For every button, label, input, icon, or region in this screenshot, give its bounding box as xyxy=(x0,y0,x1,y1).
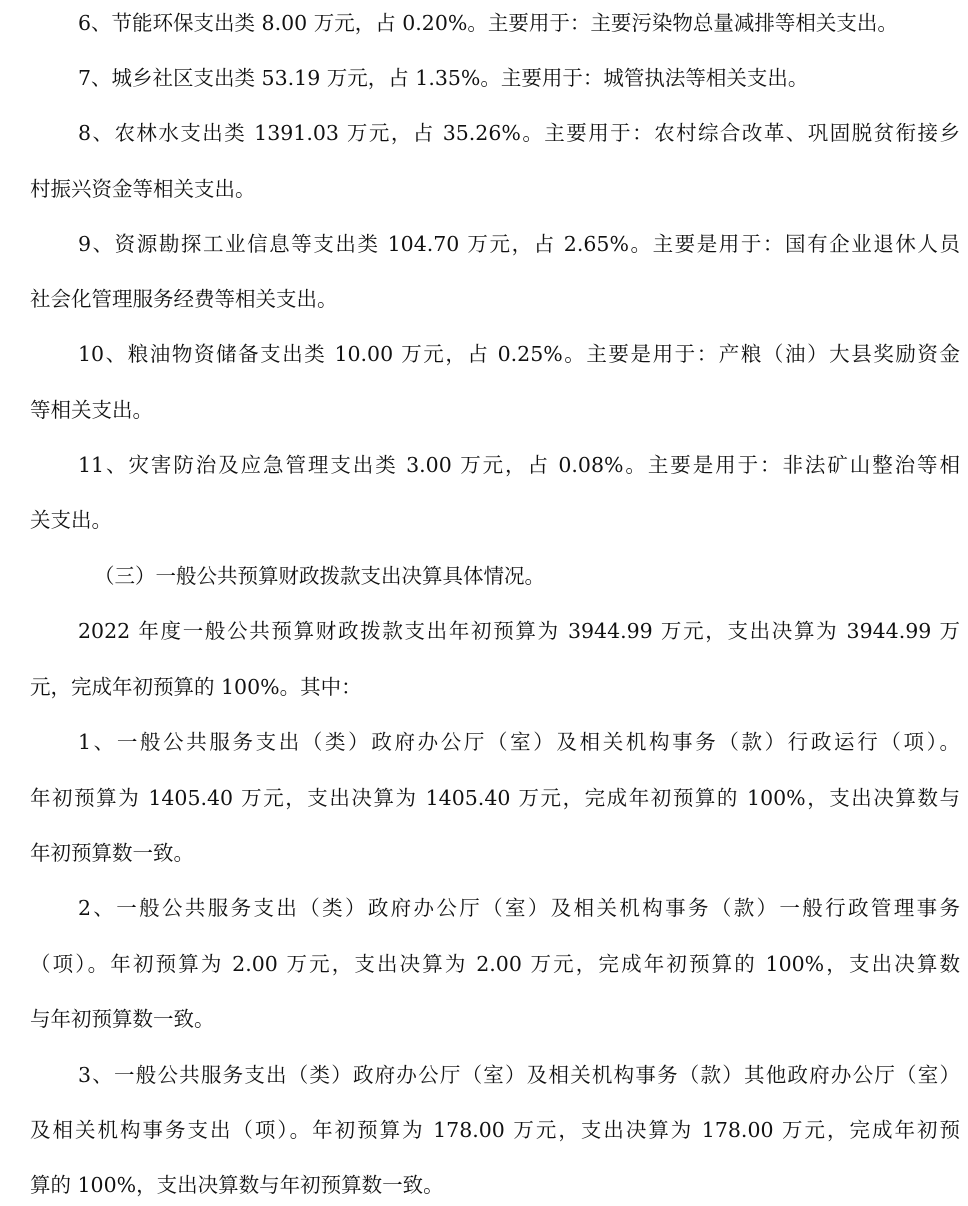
text-line: 7、城乡社区支出类 53.19 万元，占 1.35%。主要用于：城管执法等相关支出。 xyxy=(78,66,809,90)
text-line: （项）。年初预算为 2.00 万元，支出决算为 2.00 万元，完成年初预算的 100%，支出决算数 xyxy=(30,952,960,976)
text-line: 2、一般公共服务支出（类）政府办公厅（室）及相关机构事务（款）一般行政管理事务 xyxy=(78,896,960,920)
text-line: 10、粮油物资储备支出类 10.00 万元，占 0.25%。主要是用于：产粮（油）大县奖励资金 xyxy=(78,342,960,366)
text-line: 关支出。 xyxy=(30,508,112,532)
text-line: 年初预算数一致。 xyxy=(30,841,194,865)
text-line: 及相关机构事务支出（项）。年初预算为 178.00 万元，支出决算为 178.00 万元，完成年初预 xyxy=(30,1118,960,1142)
text-line: 2022 年度一般公共预算财政拨款支出年初预算为 3944.99 万元，支出决算为 3944.99 万 xyxy=(78,619,960,643)
text-line: 元，完成年初预算的 100%。其中： xyxy=(30,675,362,699)
text-line: 3、一般公共服务支出（类）政府办公厅（室）及相关机构事务（款）其他政府办公厅（室） xyxy=(78,1063,960,1087)
text-line: 算的 100%，支出决算数与年初预算数一致。 xyxy=(30,1173,444,1197)
text-line: 6、节能环保支出类 8.00 万元，占 0.20%。主要用于：主要污染物总量减排等相关支出。 xyxy=(78,11,898,35)
text-line: 社会化管理服务经费等相关支出。 xyxy=(30,287,338,311)
text-line: 年初预算为 1405.40 万元，支出决算为 1405.40 万元，完成年初预算的 100%，支出决算数与 xyxy=(30,786,960,810)
text-line: 9、资源勘探工业信息等支出类 104.70 万元，占 2.65%。主要是用于：国有企业退休人员 xyxy=(78,232,960,256)
text-line: 1、一般公共服务支出（类）政府办公厅（室）及相关机构事务（款）行政运行（项）。 xyxy=(78,730,960,754)
text-line: 等相关支出。 xyxy=(30,398,153,422)
text-line: 村振兴资金等相关支出。 xyxy=(30,177,256,201)
section-heading: （三）一般公共预算财政拨款支出决算具体情况。 xyxy=(94,564,545,588)
text-line: 11、灾害防治及应急管理支出类 3.00 万元，占 0.08%。主要是用于：非法矿山整治等相 xyxy=(78,453,960,477)
text-line: 与年初预算数一致。 xyxy=(30,1007,215,1031)
text-line: 8、农林水支出类 1391.03 万元，占 35.26%。主要用于：农村综合改革、巩固脱贫衔接乡 xyxy=(78,121,960,145)
